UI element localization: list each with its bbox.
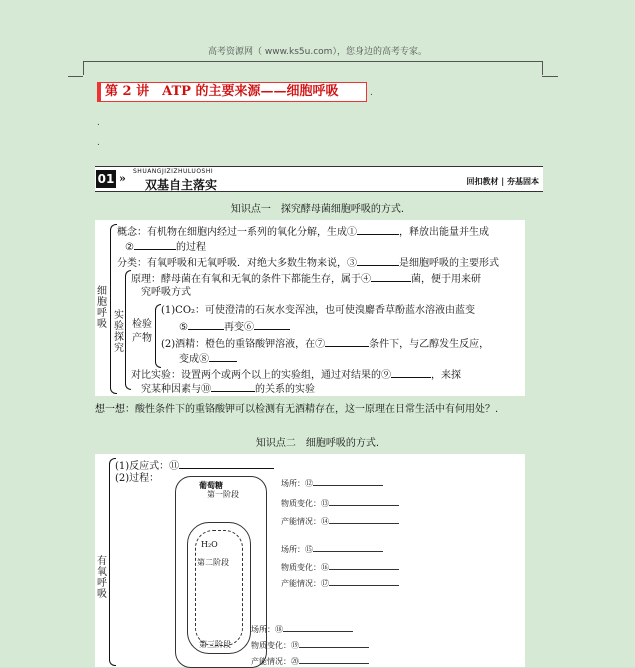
section-number: 01 — [97, 172, 115, 186]
alcohol-test-line: 变成⑧ — [179, 351, 237, 366]
stage-3-matter: 物质变化：⑲ — [251, 640, 369, 651]
knowledge-point-2-title: 知识点二 细胞呼吸的方式. — [255, 438, 380, 449]
section-pinyin: SHUANGJIZIZHULUOSHI — [133, 168, 214, 175]
detect-products-label: 检验产物 — [132, 319, 152, 344]
contrast-experiment-line: 对比实验：设置两个或两个以上的实验组，通过对结果的⑨ ，来探 — [131, 367, 461, 382]
paragraph-mark: . — [97, 138, 100, 148]
section-arrow: » — [119, 172, 126, 185]
think-question: 想一想：酸性条件下的重铬酸钾可以检测有无酒精存在，这一原理在日常生活中有何用处？. — [95, 404, 499, 415]
classification-line: 分类：有氧呼吸和无氧呼吸．对绝大多数生物来说，③ 是细胞呼吸的主要形式 — [117, 255, 499, 270]
crop-mark-right — [542, 61, 543, 75]
side-label-respiration: 细胞呼吸 — [97, 286, 107, 330]
paragraph-mark: . — [97, 118, 100, 128]
process-label: (2)过程： — [115, 473, 160, 484]
stage-1-energy: 产能情况：⑭ — [281, 516, 399, 527]
principle-line: 究呼吸方式 — [141, 287, 191, 298]
stage-2-matter: 物质变化：⑯ — [281, 562, 399, 573]
stage-3-place: 场所：⑱ — [251, 624, 353, 635]
stage-1-matter: 物质变化：⑬ — [281, 498, 399, 509]
principle-line: 原理：酵母菌在有氧和无氧的条件下都能生存，属于④ 菌，便于用来研 — [131, 271, 481, 286]
header-rule — [83, 61, 543, 62]
stage-1-place: 场所：⑫ — [281, 478, 383, 489]
crop-mark-left — [83, 61, 84, 75]
contrast-experiment-line: 究某种因素与⑩ 的关系的实验 — [141, 381, 315, 396]
concept-line: ② 的过程 — [125, 239, 206, 254]
stage-3-label: 第三阶段 — [199, 640, 231, 649]
concept-box-respiration — [95, 220, 525, 396]
crop-corner-left — [68, 76, 83, 77]
stage-3-energy: 产能情况：⑳ — [251, 656, 369, 667]
stage-1-label: 第一阶段 — [207, 490, 239, 499]
knowledge-point-1-title: 知识点一 探究酵母菌细胞呼吸的方式. — [230, 204, 405, 215]
lesson-title: 第 2 讲 ATP 的主要来源——细胞呼吸 — [97, 82, 367, 102]
section-title: 双基自主落实 — [145, 178, 218, 192]
side-label-experiment: 实验探究 — [114, 310, 124, 354]
side-label-aerobic: 有氧呼吸 — [97, 556, 107, 600]
reaction-formula-line: (1)反应式：⑪ — [115, 458, 274, 473]
co2-test-line: ⑤ 再变⑥ — [179, 319, 290, 334]
stage-2-energy: 产能情况：⑰ — [281, 578, 399, 589]
paragraph-mark: . — [370, 88, 373, 98]
water-label: H₂O — [201, 540, 218, 549]
alcohol-test-line: (2)酒精：橙色的重铬酸钾溶液，在⑦ 条件下，与乙醇发生反应， — [161, 336, 489, 351]
crop-corner-right — [542, 76, 558, 77]
stage-2-label: 第二阶段 — [197, 558, 229, 567]
aerobic-brace — [109, 458, 116, 666]
outer-brace — [110, 224, 117, 394]
stage-2-place: 场所：⑮ — [281, 544, 383, 555]
concept-box-aerobic — [95, 454, 525, 667]
concept-line: 概念：有机物在细胞内经过一系列的氧化分解，生成① ，释放出能量并生成 — [117, 224, 489, 239]
glucose-label: 葡萄糖 — [199, 480, 223, 490]
co2-test-line: (1)CO₂：可使澄清的石灰水变浑浊，也可使溴麝香草酚蓝水溶液由蓝变 — [161, 305, 476, 316]
section-right-label: 回扣教材 | 夯基固本 — [466, 176, 539, 186]
section-banner — [95, 166, 543, 192]
page-header-note: 高考资源网（ www.ks5u.com），您身边的高考专家。 — [208, 47, 427, 57]
